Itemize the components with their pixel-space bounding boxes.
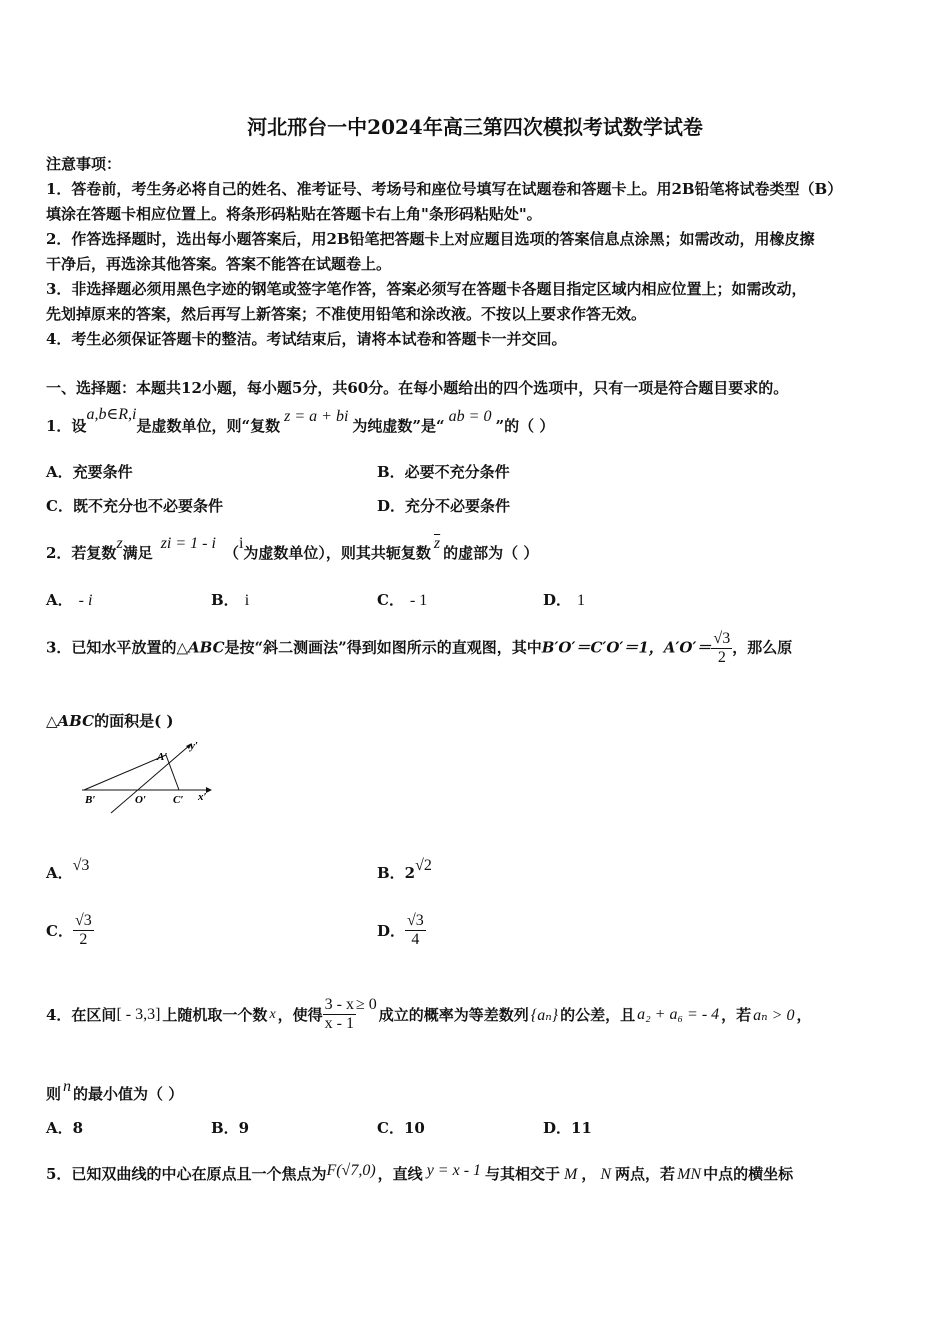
q1-text: 1．设a,b∈R,i是虚数单位，则“复数z = a + bi为纯虚数”是“ab = 0”的（ ） (46, 406, 555, 435)
q4-option-d: D．11 (543, 1119, 592, 1137)
label-o: O′ (135, 794, 147, 806)
q4-option-b: B．9 (211, 1119, 250, 1137)
q3-option-c: C． $\frac{√3}{2}$ (46, 912, 92, 948)
notice-heading: 注意事项： (46, 155, 122, 173)
q2-option-c: C． - 1 (377, 591, 428, 609)
q1-option-b: B．必要不充分条件 (377, 463, 510, 481)
notice-line: 先划掉原来的答案，然后再写上新答案；不准使用铅笔和涂改液。不按以上要求作答无效。 (46, 305, 647, 323)
section-heading: 一、选择题：本题共12小题，每小题5分，共60分。在每小题给出的四个选项中，只有一项是符合题目要求的。 (46, 379, 789, 397)
notice-line: 干净后，再选涂其他答案。答案不能答在试题卷上。 (46, 255, 392, 273)
q4-option-c: C．10 (377, 1119, 425, 1137)
q1-option-c: C．既不充分也不必要条件 (46, 497, 223, 515)
notice-line: 1．答卷前，考生务必将自己的姓名、准考证号、考场号和座位号填写在试题卷和答题卡上。用2B铅笔将试卷类型（B） (46, 180, 843, 198)
q1-option-a: A．充要条件 (46, 463, 133, 481)
notice-line: 2．作答选择题时，选出每小题答案后，用2B铅笔把答题卡上对应题目选项的答案信息点涂黑；如需改动，用橡皮擦 (46, 230, 815, 248)
label-c: C′ (173, 794, 184, 806)
q2-option-d: D． 1 (543, 591, 586, 609)
label-a: A′ (157, 751, 168, 763)
q3-option-b: B．2√2 (377, 857, 432, 882)
q4-option-a: A．8 (46, 1119, 84, 1137)
q3-option-a: A．√3 (46, 857, 90, 882)
x-axis-arrow (206, 787, 212, 793)
q3-figure (78, 735, 218, 820)
segment-ba (84, 755, 166, 790)
q2-option-b: B． i (211, 591, 250, 609)
notice-line: 4．考生必须保证答题卡的整洁。考试结束后，请将本试卷和答题卡一并交回。 (46, 330, 567, 348)
page-title: 河北邢台一中2024年高三第四次模拟考试数学试卷 (247, 115, 703, 139)
q4-text-line2: 则 n 的最小值为（ ） (46, 1078, 184, 1103)
label-b: B′ (85, 794, 96, 806)
q3-option-d: D． $\frac{√3}{4}$ (377, 912, 424, 948)
q3-text-line2: △ABC的面积是( ) (46, 712, 174, 730)
q2-text: 2．若复数z满足zi = 1 - i（i为虚数单位），则其共轭复数$\overline{z}$的虚部为（ ） (46, 535, 539, 562)
notice-line: 3．非选择题必须用黑色字迹的钢笔或签字笔作答，答案必须写在答题卡各题目指定区域内相应位置上；如需改动， (46, 280, 807, 298)
q2-option-a: A． - i (46, 591, 93, 609)
q3-text: 3．已知水平放置的△ABC是按“斜二测画法”得到如图所示的直观图，其中B′O′＝C′O′＝1，A′O′＝ $\frac{√3}{2}$ ，那么原 (46, 630, 793, 666)
q4-text: 4．在区间[ - 3,3] 上随机取一个数 x ，使得 $\frac{3 - x}{x - 1}$ ≥ 0成立的概率为等差数列 {aₙ} 的公差，且 a₂ + a₆ = - 4 ，若 aₙ > 0 ， (46, 996, 812, 1032)
q5-text: 5．已知双曲线的中心在原点且一个焦点为F(√7,0) ，直线 y = x - 1 与其相交于 M ， N 两点，若 MN 中点的横坐标 (46, 1162, 794, 1183)
q1-option-d: D．充分不必要条件 (377, 497, 511, 515)
label-x: x′ (198, 791, 207, 803)
notice-line: 填涂在答题卡相应位置上。将条形码粘贴在答题卡右上角"条形码粘贴处"。 (46, 205, 542, 223)
label-y: y′ (190, 740, 198, 752)
